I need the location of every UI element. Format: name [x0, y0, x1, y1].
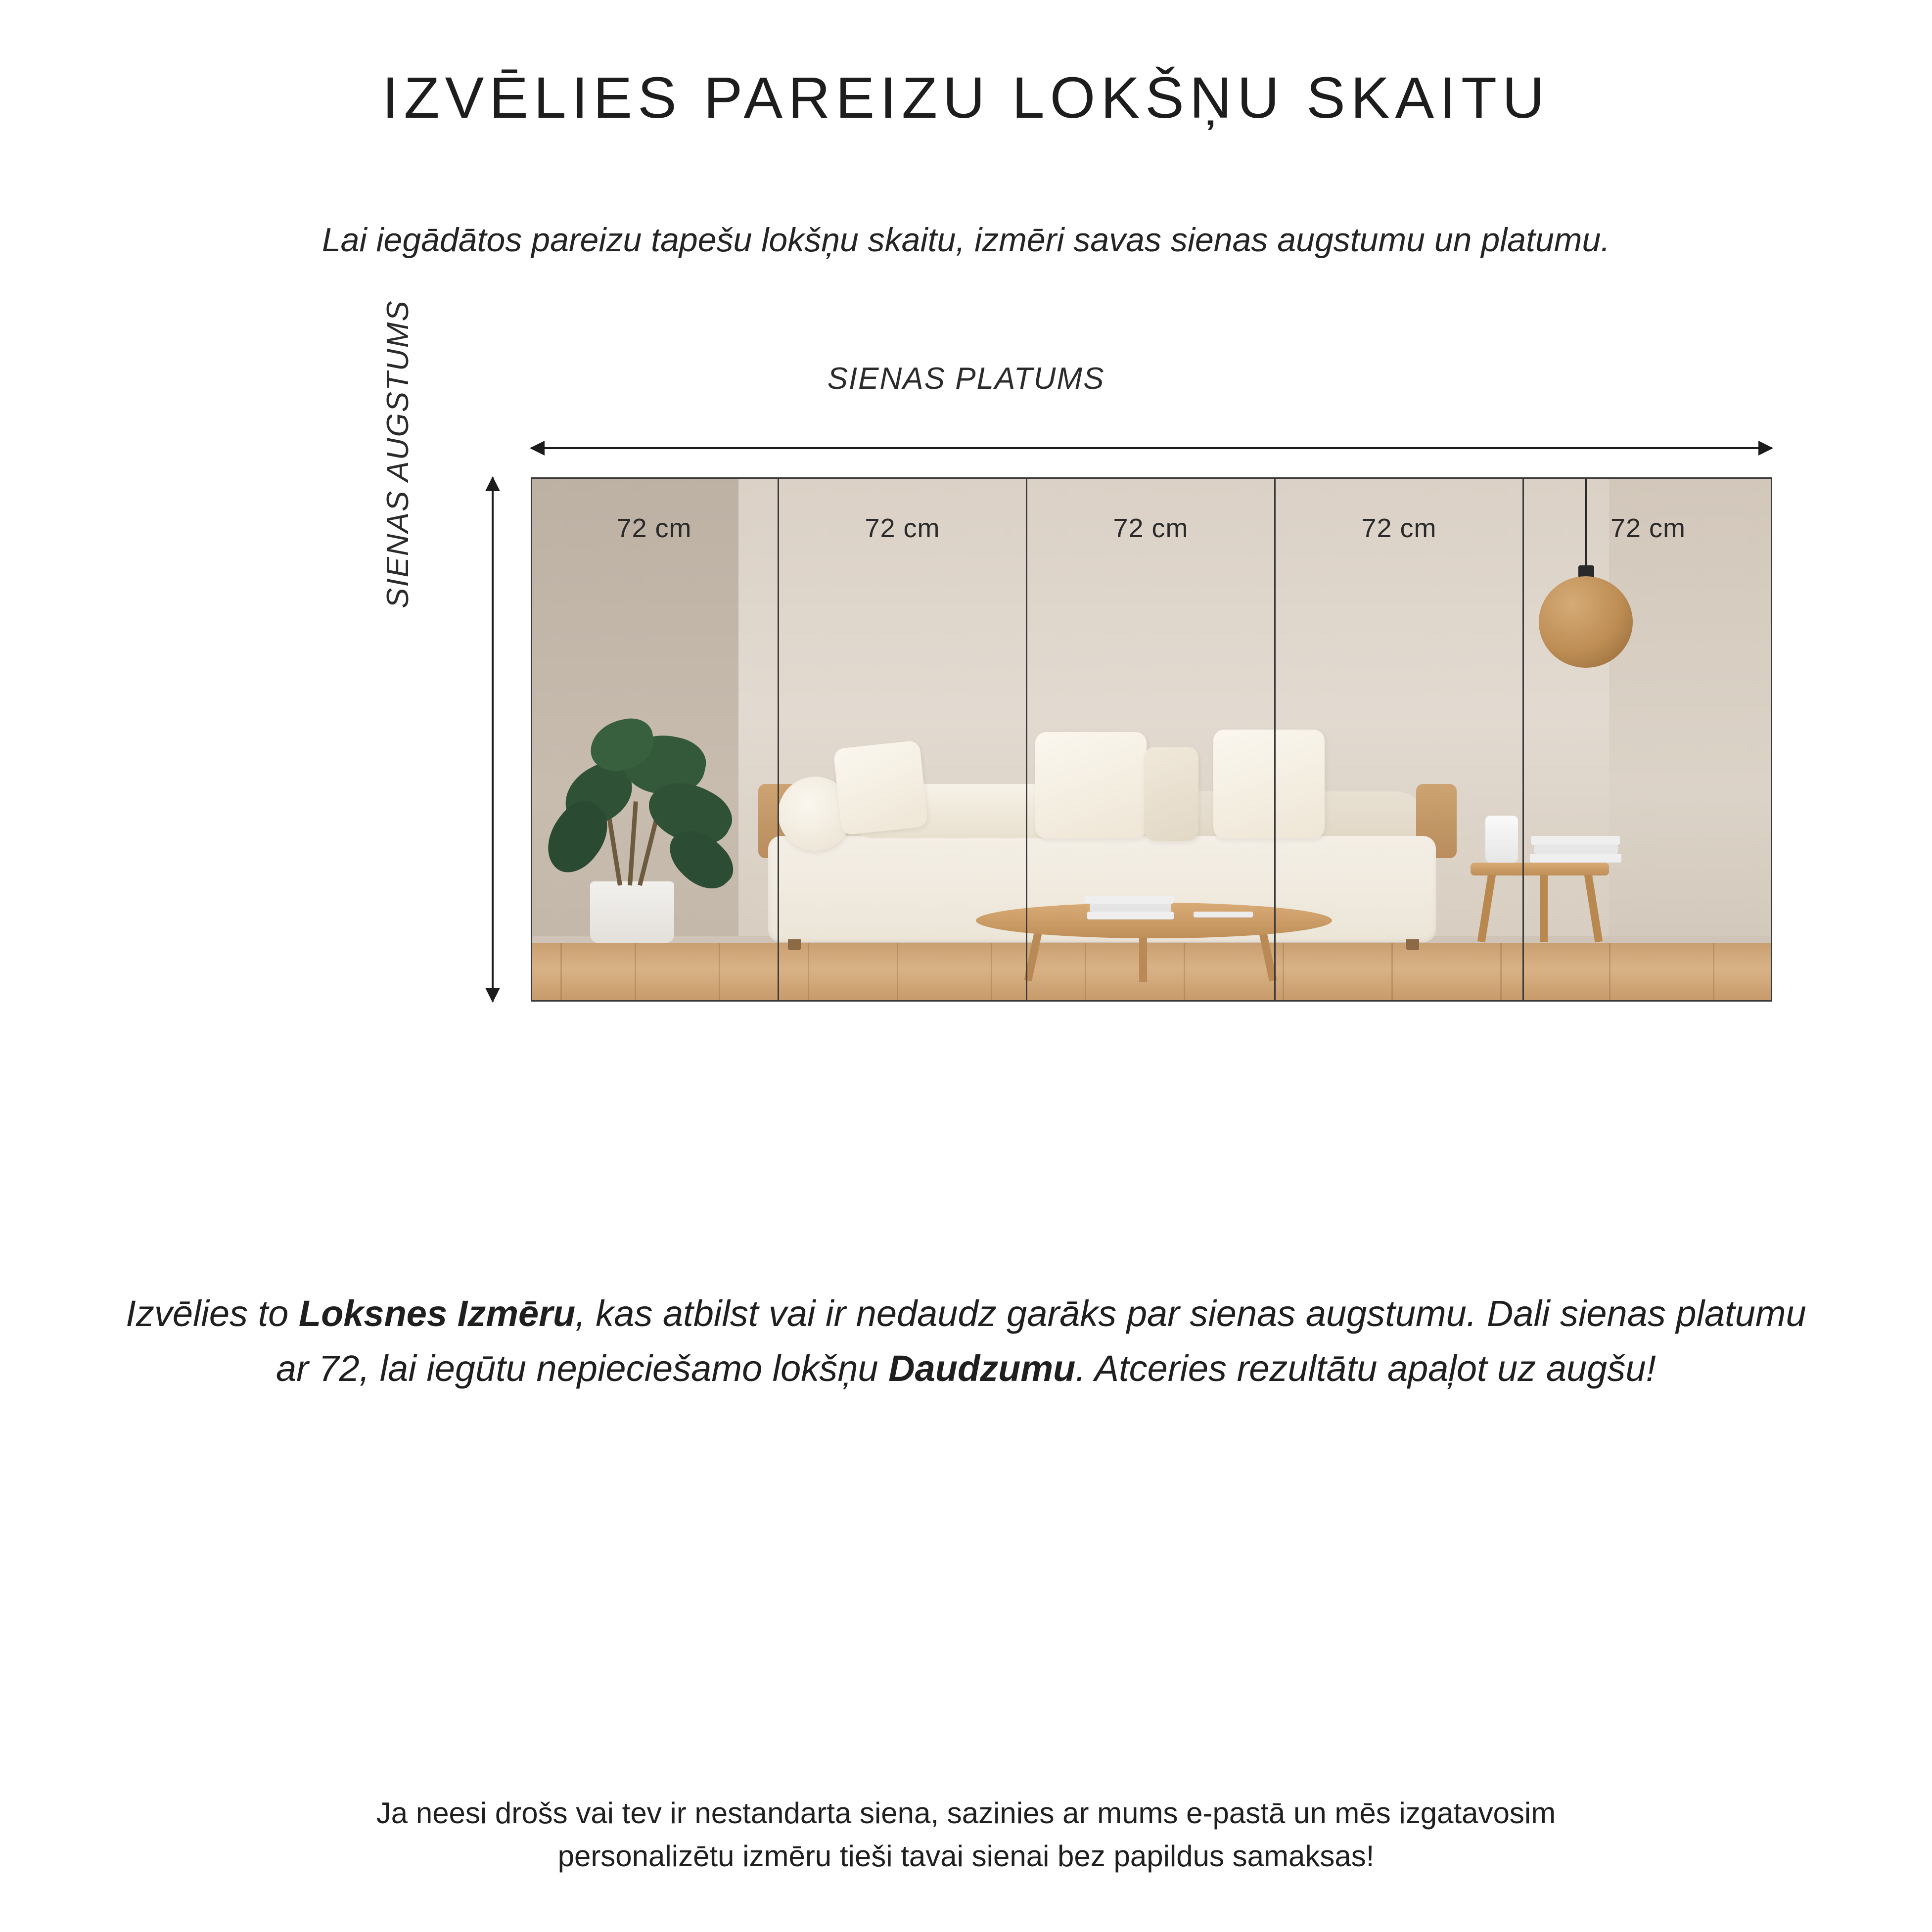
height-axis-label: SIENAS AUGSTUMS [381, 299, 415, 608]
footer-line-2: personalizētu izmēru tieši tavai sienai bez papildus samaksas! [557, 1840, 1375, 1873]
height-arrow-head-top [485, 476, 500, 491]
instructions-bold-2: Daudzumu [888, 1347, 1076, 1389]
instructions-bold-1: Loksnes Izmēru [298, 1292, 576, 1334]
sheet-column-5 [1524, 477, 1772, 1002]
instructions-part-2: , kas atbilst vai ir nedaudz garāks par sienas augstumu. Dali sienas platumu ar 72, lai iegūtu nepieciešamo lokšņu [276, 1292, 1806, 1389]
page-subtitle: Lai iegādātos pareizu tapešu lokšņu skaitu, izmēri savas sienas augstumu un platumu. [322, 221, 1610, 259]
height-arrow [482, 477, 502, 1002]
width-arrow-head-left [530, 441, 545, 456]
width-axis-label: SIENAS PLATUMS [827, 361, 1105, 396]
room-photo [531, 477, 1772, 1002]
sheet-column-5-label: 72 cm [1610, 513, 1686, 543]
instructions-paragraph [113, 1286, 1819, 1396]
sheet-column-3-label: 72 cm [1113, 513, 1189, 543]
sheet-column-2-label: 72 cm [865, 513, 940, 543]
instructions-part-3: . Atceries rezultātu apaļot uz augšu! [1075, 1347, 1656, 1389]
sheet-column-1 [531, 477, 779, 1002]
width-arrow-head-right [1758, 441, 1773, 456]
footer-line-1: Ja neesi drošs vai tev ir nestandarta siena, sazinies ar mums e-pastā un mēs izgatavosim [376, 1796, 1556, 1830]
instructions-part-1: Izvēlies to [126, 1292, 299, 1334]
sheet-column-4 [1276, 477, 1524, 1002]
sheet-column-1-label: 72 cm [616, 513, 692, 543]
width-arrow-line [531, 447, 1772, 449]
page-title: IZVĒLIES PAREIZU LOKŠŅU SKAITU [382, 65, 1550, 131]
height-arrow-head-bottom [485, 988, 500, 1003]
footer-note [0, 1792, 1932, 1878]
sheet-column-2 [779, 477, 1027, 1002]
wall-measurement-diagram [150, 299, 1782, 1088]
height-arrow-line [492, 477, 494, 1002]
sheet-column-4-label: 72 cm [1361, 513, 1437, 543]
width-arrow [531, 438, 1772, 458]
sheet-column-3 [1027, 477, 1276, 1002]
